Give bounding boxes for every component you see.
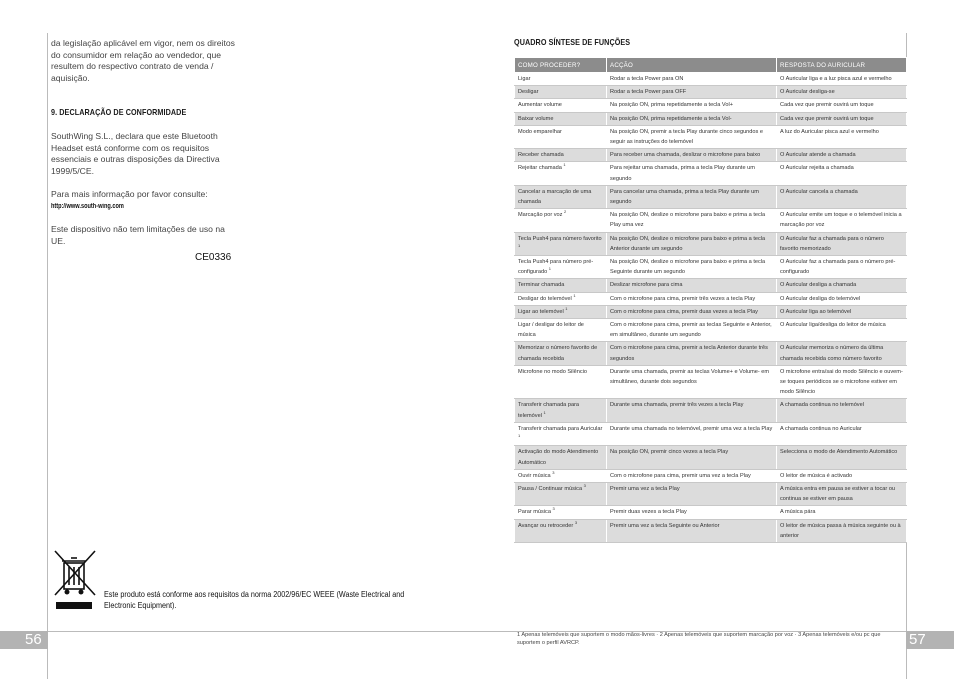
cell-response: O Auricular faz a chamada para o número favorito memorizado — [777, 232, 907, 255]
cell-how — [515, 125, 607, 148]
cell-how-text: Rejeitar chamada — [518, 165, 562, 172]
table-row — [515, 305, 907, 318]
cell-how — [515, 232, 607, 255]
cell-response: O Auricular memoriza o número da última chamada recebida como número favorito — [777, 342, 907, 365]
cell-how-text: Ligar / desligar do leitor de música — [518, 322, 584, 339]
table-row — [515, 469, 907, 482]
table-row — [515, 209, 907, 232]
table-row — [515, 162, 907, 185]
cell-action: Na posição ON, prima repetidamente a tecla Vol+ — [607, 99, 777, 112]
footnote-marker: 3 — [552, 506, 555, 512]
table-row — [515, 256, 907, 279]
cell-how — [515, 279, 607, 292]
cell-action: Rodar a tecla Power para OFF — [607, 86, 777, 99]
footnote-marker: 1 — [548, 266, 552, 272]
cell-how-text: Receber chamada — [518, 152, 564, 159]
cell-how-text: Cancelar a marcação de uma chamada — [518, 188, 592, 206]
cell-how — [515, 185, 607, 208]
cell-response: O Auricular atende a chamada — [777, 149, 907, 162]
cell-response: O Auricular rejeita a chamada — [777, 162, 907, 185]
footnote-marker: 1 — [563, 162, 566, 168]
left-margin-rule — [47, 33, 48, 679]
cell-action: Na posição ON, premir a tecla Play durante cinco segundos e seguir as instruções do telemóvel — [607, 125, 777, 148]
cell-how — [515, 446, 607, 469]
cell-how — [515, 342, 607, 365]
cell-how-text: Microfone no modo Silêncio — [518, 368, 588, 375]
cell-action: Com o microfone para cima, premir as teclas Seguinte e Anterior, em simultâneo, durante um segundo — [607, 319, 777, 342]
more-info-paragraph: Para mais informação por favor consulte: — [51, 189, 208, 199]
table-row — [515, 125, 907, 148]
cell-response: Cada vez que premir ouvirá um toque — [777, 112, 907, 125]
table-row — [515, 519, 907, 542]
cell-action: Premir uma vez a tecla Seguinte ou Anterior — [607, 519, 777, 542]
cell-how — [515, 149, 607, 162]
usage-paragraph: Este dispositivo não tem limitações de uso na UE. — [51, 224, 225, 246]
cell-action: Para rejeitar uma chamada, prima a tecla Play durante um segundo — [607, 162, 777, 185]
cell-action: Com o microfone para cima, premir uma vez a tecla Play — [607, 469, 777, 482]
cell-how — [515, 506, 607, 519]
cell-how-text: Aumentar volume — [518, 102, 562, 109]
table-row — [515, 279, 907, 292]
section-heading-conformity: 9. DECLARAÇÃO DE CONFORMIDADE — [51, 107, 187, 117]
cell-action: Premir duas vezes a tecla Play — [607, 506, 777, 519]
cell-how-text: Ligar — [518, 76, 531, 82]
cell-how — [515, 73, 607, 86]
cell-how-text: Ligar ao telemóvel — [518, 308, 564, 315]
cell-action: Com o microfone para cima, premir a tecla Anterior durante três segundos — [607, 342, 777, 365]
table-row — [515, 112, 907, 125]
table-row — [515, 99, 907, 112]
functions-table — [514, 57, 907, 543]
cell-how-text: Modo emparelhar — [518, 128, 562, 135]
cell-response: A chamada continua no Auricular — [777, 422, 907, 445]
table-row — [515, 292, 907, 305]
cell-response: A chamada continua no telemóvel — [777, 399, 907, 422]
cell-how — [515, 399, 607, 422]
cell-how-text: Baixar volume — [518, 115, 554, 122]
cell-how — [515, 482, 607, 505]
page-number-right: 57 — [909, 631, 926, 648]
header-how: COMO PROCEDER? — [515, 58, 607, 73]
cell-how — [515, 319, 607, 342]
cell-how-text: Transferir chamada para telemóvel — [518, 402, 580, 419]
table-row — [515, 73, 907, 86]
cell-action: Rodar a tecla Power para ON — [607, 73, 777, 86]
intro-paragraph: da legislação aplicável em vigor, nem os direitos do consumidor em relação ao vendedor, que resultem do respectivo contrato de venda / aquisição. — [51, 38, 235, 83]
cell-action: Para receber uma chamada, deslizar o microfone para baixo — [607, 149, 777, 162]
cell-how-text: Ouvir música — [518, 472, 551, 479]
footnote-marker: 1 — [518, 433, 521, 439]
cell-how — [515, 162, 607, 185]
cell-how-text: Parar música — [518, 509, 551, 516]
table-row — [515, 149, 907, 162]
cell-how-text: Avançar ou retroceder — [518, 522, 574, 529]
cell-action: Na posição ON, prima repetidamente a tecla Vol- — [607, 112, 777, 125]
table-row — [515, 482, 907, 505]
cell-how-text: Tecla Push4 para número favorito — [518, 235, 602, 242]
table-row — [515, 422, 907, 445]
footnote-marker: 1 — [518, 242, 521, 248]
cell-action: Na posição ON, premir cinco vezes a tecla Play — [607, 446, 777, 469]
cell-response: A música entra em pausa se estiver a tocar ou continua se estiver em pausa — [777, 482, 907, 505]
table-row — [515, 506, 907, 519]
declaration-paragraph: SouthWing S.L., declara que este Bluetooth Headset está conforme com os requisitos essenciais e outras disposições da Directiva 1999/5/CE. — [51, 131, 220, 176]
table-row — [515, 399, 907, 422]
footnote-marker: 3 — [574, 519, 578, 525]
cell-how-text: Terminar chamada — [518, 282, 565, 289]
cell-how-text: Marcação por voz — [518, 212, 563, 219]
website-link[interactable]: http://www.south-wing.com — [51, 203, 124, 210]
cell-how — [515, 519, 607, 542]
cell-response: A música pára — [777, 506, 907, 519]
cell-action: Premir uma vez a tecla Play — [607, 482, 777, 505]
footnote-marker: 1 — [573, 292, 576, 298]
cell-action: Na posição ON, deslize o microfone para baixo e prima a tecla Anterior durante um segundo — [607, 232, 777, 255]
cell-action: Deslizar microfone para cima — [607, 279, 777, 292]
cell-action: Na posição ON, deslize o microfone para baixo e prima a tecla Play uma vez — [607, 209, 777, 232]
cell-how — [515, 209, 607, 232]
cell-how — [515, 305, 607, 318]
table-row — [515, 86, 907, 99]
cell-action: Com o microfone para cima, premir duas vezes a tecla Play — [607, 305, 777, 318]
cell-response: O Auricular desliga a chamada — [777, 279, 907, 292]
cell-how — [515, 469, 607, 482]
cell-response: O leitor de música passa à música seguinte ou à anterior — [777, 519, 907, 542]
table-row — [515, 342, 907, 365]
cell-action: Durante uma chamada, premir três vezes a tecla Play — [607, 399, 777, 422]
cell-how — [515, 292, 607, 305]
footnote-marker: 1 — [565, 306, 568, 311]
page-number-left: 56 — [25, 631, 42, 648]
cell-action: Durante uma chamada no telemóvel, premir uma vez a tecla Play — [607, 422, 777, 445]
cell-how-text: Desligar do telemóvel — [518, 295, 572, 302]
table-row — [515, 446, 907, 469]
cell-action: Na posição ON, deslize o microfone para baixo e prima a tecla Seguinte durante um segundo — [607, 256, 777, 279]
weee-statement: Este produto está conforme aos requisitos da norma 2002/96/EC WEEE (Waste Electrical and Electronic Equipment). — [104, 590, 405, 610]
cell-response: O Auricular liga/desliga do leitor de música — [777, 319, 907, 342]
cell-action: Durante uma chamada, premir as teclas Volume+ e Volume- em simultâneo, durante dois segundos — [607, 365, 777, 399]
cell-how-text: Pausa / Continuar música — [518, 485, 583, 492]
table-row — [515, 365, 907, 399]
table-row — [515, 185, 907, 208]
cell-response: O microfone entra/sai do modo Silêncio e ouvem-se toques periódicos se o microfone estiver em modo Silêncio — [777, 365, 907, 399]
functions-table-title: QUADRO SÍNTESE DE FUNÇÕES — [514, 37, 631, 47]
cell-response: O leitor de música é activado — [777, 469, 907, 482]
cell-response: O Auricular liga e a luz pisca azul e vermelho — [777, 73, 907, 86]
cell-response: O Auricular emite um toque e o telemóvel inicia a marcação por voz — [777, 209, 907, 232]
footnote-marker: 3 — [583, 483, 586, 489]
weee-bin-icon — [52, 549, 98, 611]
table-row — [515, 232, 907, 255]
cell-action: Para cancelar uma chamada, prima a tecla Play durante um segundo — [607, 185, 777, 208]
header-action: ACÇÃO — [607, 58, 777, 73]
cell-response: O Auricular faz a chamada para o número pré-configurado — [777, 256, 907, 279]
cell-response: A luz do Auricular pisca azul e vermelho — [777, 125, 907, 148]
cell-how — [515, 99, 607, 112]
footnote: 1 Apenas telemóveis que suportem o modo mãos-livres · 2 Apenas telemóveis que suportem marcação por voz · 3 Apenas telemóveis e/ou pc que suportem o perfil AVRCP. — [517, 632, 881, 646]
cell-how — [515, 422, 607, 445]
cell-how — [515, 256, 607, 279]
header-response: RESPOSTA DO AURICULAR — [777, 58, 907, 73]
cell-how — [515, 112, 607, 125]
cell-how — [515, 86, 607, 99]
table-header-row — [515, 58, 907, 73]
cell-how-text: Memorizar o número favorito de chamada recebida — [518, 345, 598, 362]
cell-how — [515, 365, 607, 399]
cell-response: O Auricular desliga do telemóvel — [777, 292, 907, 305]
table-row — [515, 319, 907, 342]
cell-response: O Auricular cancela a chamada — [777, 185, 907, 208]
cell-response: O Auricular liga ao telemóvel — [777, 305, 907, 318]
footnote-marker: 3 — [552, 469, 555, 475]
cell-response: Selecciona o modo de Atendimento Automático — [777, 446, 907, 469]
cell-response: Cada vez que premir ouvirá um toque — [777, 99, 907, 112]
cell-how-text: Activação do modo Atendimento Automático — [518, 449, 599, 466]
cell-how-text: Tecla Push4 para número pré-configurado — [518, 259, 594, 276]
cell-action: Com o microfone para cima, premir três vezes a tecla Play — [607, 292, 777, 305]
cell-how-text: Transferir chamada para Auricular — [518, 425, 603, 432]
ce-mark: CE0336 — [195, 252, 232, 263]
cell-how-text: Desligar — [518, 89, 539, 96]
footnote-marker: 2 — [564, 209, 567, 215]
footnote-marker: 1 — [543, 409, 546, 415]
cell-response: O Auricular desliga-se — [777, 86, 907, 99]
